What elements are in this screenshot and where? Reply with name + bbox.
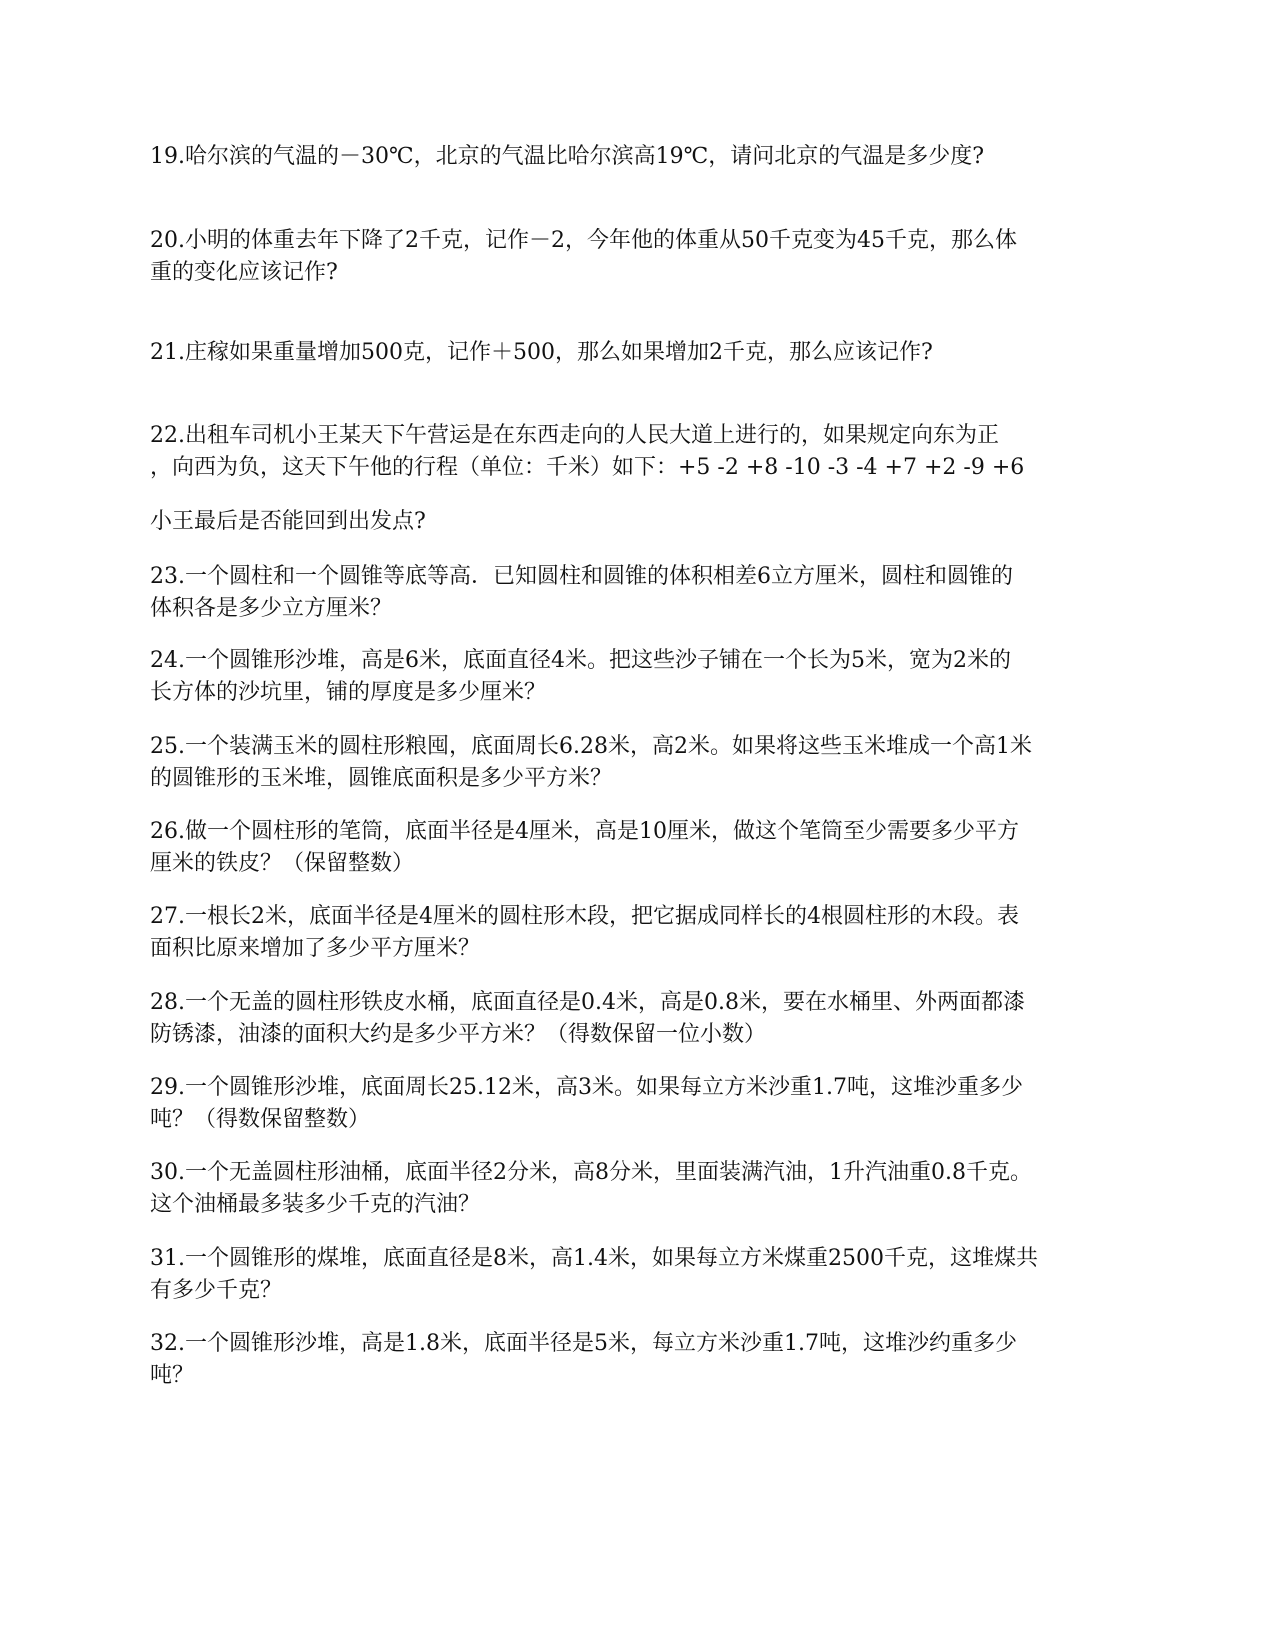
question-line: 27.一根长2米，底面半径是4厘米的圆柱形木段，把它据成同样长的4根圆柱形的木段。表 xyxy=(150,904,1019,929)
question-line: 防锈漆，油漆的面积大约是多少平方米？（得数保留一位小数） xyxy=(150,1022,767,1047)
question-line: 29.一个圆锥形沙堆，底面周长25.12米，高3米。如果每立方米沙重1.7吨，这堆沙重多少 xyxy=(150,1075,1023,1100)
question-line: 23.一个圆柱和一个圆锥等底等高．已知圆柱和圆锥的体积相差6立方厘米，圆柱和圆锥的 xyxy=(150,564,1013,589)
question-line: 19.哈尔滨的气温的－30℃，北京的气温比哈尔滨高19℃，请问北京的气温是多少度? xyxy=(150,144,984,169)
question-line: 25.一个装满玉米的圆柱形粮囤，底面周长6.28米，高2米。如果将这些玉米堆成一个高1米 xyxy=(150,734,1032,759)
question-21 xyxy=(150,337,1130,369)
question-29 xyxy=(150,1072,1130,1136)
question-line: 面积比原来增加了多少平方厘米？ xyxy=(150,936,481,961)
question-19 xyxy=(150,141,1130,173)
question-20 xyxy=(150,225,1130,289)
question-line: 32.一个圆锥形沙堆，高是1.8米，底面半径是5米，每立方米沙重1.7吨，这堆沙约重多少 xyxy=(150,1331,1017,1356)
question-line: 吨？ xyxy=(150,1363,195,1388)
question-22-followup xyxy=(150,506,1130,538)
question-25 xyxy=(150,731,1130,795)
question-28 xyxy=(150,987,1130,1051)
question-line: ，向西为负，这天下午他的行程（单位：千米）如下：+5 -2 +8 -10 -3 -4 +7 +2 -9 +6 xyxy=(150,455,1025,480)
question-line: 吨？（得数保留整数） xyxy=(150,1107,371,1132)
question-line: 小王最后是否能回到出发点? xyxy=(150,509,426,534)
question-line: 26.做一个圆柱形的笔筒，底面半径是4厘米，高是10厘米，做这个笔筒至少需要多少平方 xyxy=(150,819,1019,844)
question-line: 20.小明的体重去年下降了2千克，记作－2，今年他的体重从50千克变为45千克，那么体 xyxy=(150,228,1017,253)
question-line: 长方体的沙坑里，铺的厚度是多少厘米？ xyxy=(150,680,547,705)
question-line: 22.出租车司机小王某天下午营运是在东西走向的人民大道上进行的，如果规定向东为正 xyxy=(150,423,999,448)
question-32 xyxy=(150,1328,1130,1392)
question-line: 21.庄稼如果重量增加500克，记作＋500，那么如果增加2千克，那么应该记作? xyxy=(150,340,933,365)
question-27 xyxy=(150,901,1130,965)
question-line: 30.一个无盖圆柱形油桶，底面半径2分米，高8分米，里面装满汽油，1升汽油重0.8千克。 xyxy=(150,1160,1032,1185)
question-22 xyxy=(150,420,1130,484)
question-line: 28.一个无盖的圆柱形铁皮水桶，底面直径是0.4米，高是0.8米，要在水桶里、外两面都漆 xyxy=(150,990,1025,1015)
question-30 xyxy=(150,1157,1130,1221)
question-line: 24.一个圆锥形沙堆，高是6米，底面直径4米。把这些沙子铺在一个长为5米，宽为2米的 xyxy=(150,648,1011,673)
question-line: 的圆锥形的玉米堆，圆锥底面积是多少平方米？ xyxy=(150,766,613,791)
question-26 xyxy=(150,816,1130,880)
question-line: 重的变化应该记作? xyxy=(150,260,338,285)
question-line: 厘米的铁皮？（保留整数） xyxy=(150,851,415,876)
question-23 xyxy=(150,561,1130,625)
question-line: 这个油桶最多装多少千克的汽油？ xyxy=(150,1192,481,1217)
question-line: 体积各是多少立方厘米？ xyxy=(150,596,393,621)
question-line: 有多少千克？ xyxy=(150,1278,283,1303)
question-line: 31.一个圆锥形的煤堆，底面直径是8米，高1.4米，如果每立方米煤重2500千克，这堆煤共 xyxy=(150,1246,1038,1271)
question-24 xyxy=(150,645,1130,709)
question-31 xyxy=(150,1243,1130,1307)
